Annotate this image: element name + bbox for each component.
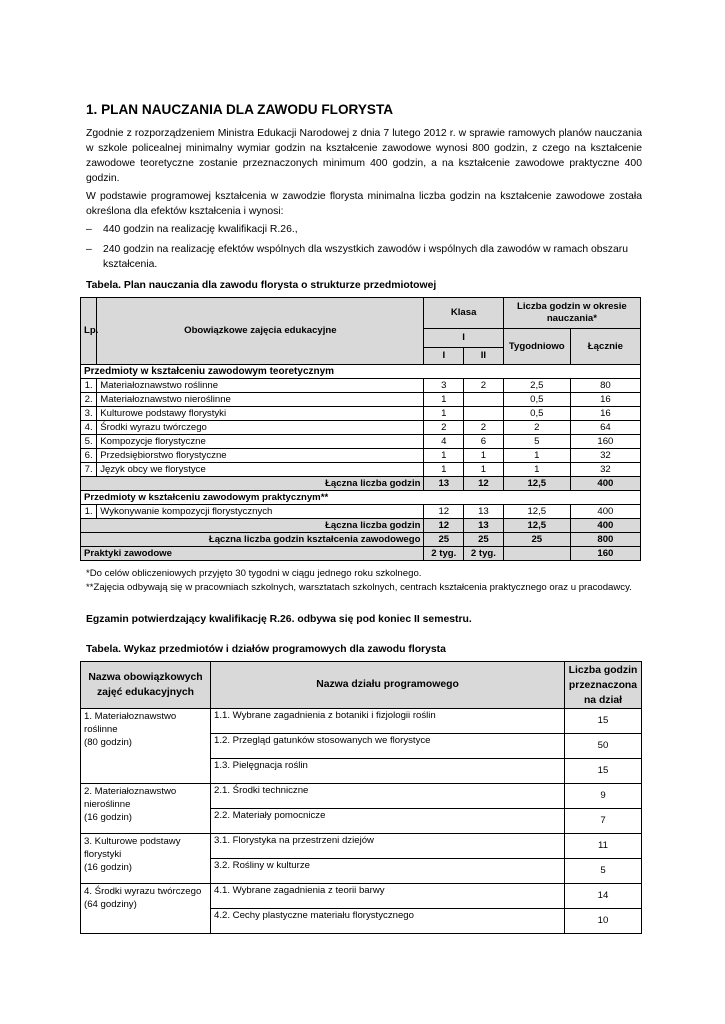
- subject-name: Wykonywanie kompozycji florystycznych: [97, 505, 424, 519]
- row-number: 2.: [81, 393, 97, 407]
- subject-name: Kulturowe podstawy florystyki: [97, 407, 424, 421]
- section-name: 3.1. Florystyka na przestrzeni dziejów: [211, 834, 565, 859]
- weekly-hours: 1: [503, 463, 570, 477]
- header-tygodniowo: Tygodniowo: [503, 329, 570, 365]
- semester-1-hours: 1: [424, 449, 464, 463]
- header-hours: Liczba godzin przeznaczona na dział: [565, 662, 642, 709]
- semester-2-hours: 2: [464, 421, 504, 435]
- table-row: [81, 435, 641, 449]
- table-row: [81, 421, 641, 435]
- section-name: 4.1. Wybrane zagadnienia z teorii barwy: [211, 884, 565, 909]
- section-name: 1.3. Pielęgnacja roślin: [211, 759, 565, 784]
- sum-lacznie: 400: [570, 477, 640, 491]
- row-number: 1.: [81, 505, 97, 519]
- table-row: [81, 884, 642, 909]
- section-hours: 7: [565, 809, 642, 834]
- semester-1-hours: 1: [424, 393, 464, 407]
- section-row-theory: Przedmioty w kształceniu zawodowym teoretycznym: [81, 365, 641, 379]
- subject-hours: (16 godzin): [84, 862, 132, 873]
- semester-1-hours: 1: [424, 463, 464, 477]
- weekly-hours: 0,5: [503, 393, 570, 407]
- list-item: [86, 242, 642, 272]
- subject-name: Język obcy we florystyce: [97, 463, 424, 477]
- sum-s2: 12: [464, 477, 504, 491]
- weekly-hours: 12,5: [503, 505, 570, 519]
- subject-title: 3. Kulturowe podstawy florystyki: [84, 836, 181, 860]
- section-name: 2.1. Środki techniczne: [211, 784, 565, 809]
- weekly-hours: 2: [503, 421, 570, 435]
- semester-1-hours: 3: [424, 379, 464, 393]
- praktyki-s1: 2 tyg.: [424, 547, 464, 561]
- total-tyg: 25: [503, 533, 570, 547]
- total-hours: 64: [570, 421, 640, 435]
- subject-hours: (16 godzin): [84, 812, 132, 823]
- table-row: [81, 505, 641, 519]
- semester-1-hours: 12: [424, 505, 464, 519]
- sum-s1: 13: [424, 477, 464, 491]
- section-hours: 10: [565, 909, 642, 934]
- core-curriculum-paragraph: W podstawie programowej kształcenia w zawodzie florysta minimalna liczba godzin na kształcenie zawodowe została określona dla efektów kształcenia i wynosi:: [86, 191, 642, 217]
- semester-1-hours: 1: [424, 407, 464, 421]
- table-row: [81, 834, 642, 859]
- curriculum-plan-table: [80, 297, 641, 561]
- total-hours: 400: [570, 505, 640, 519]
- table-row: [81, 784, 642, 809]
- table-row: [81, 463, 641, 477]
- subject-name: Materiałoznawstwo roślinne: [97, 379, 424, 393]
- row-number: 6.: [81, 449, 97, 463]
- table1-caption: Tabela. Plan nauczania dla zawodu florysta o strukturze przedmiotowej: [86, 280, 437, 291]
- table-row: [81, 393, 641, 407]
- semester-2-hours: 1: [464, 449, 504, 463]
- subject-name: Materiałoznawstwo nieroślinne: [97, 393, 424, 407]
- praktyki-lacznie: 160: [570, 547, 640, 561]
- row-number: 3.: [81, 407, 97, 421]
- semester-2-hours: [464, 393, 504, 407]
- subject-cell: [81, 834, 211, 884]
- semester-1-hours: 4: [424, 435, 464, 449]
- section-hours: 50: [565, 734, 642, 759]
- header-lacznie: Łącznie: [570, 329, 640, 365]
- exam-note: Egzamin potwierdzający kwalifikację R.26. odbywa się pod koniec II semestru.: [86, 614, 472, 625]
- section-hours: 5: [565, 859, 642, 884]
- praktyki-tyg: [503, 547, 570, 561]
- header-klasa: Klasa: [424, 298, 503, 329]
- semester-1-hours: 2: [424, 421, 464, 435]
- list-item: [86, 222, 642, 237]
- praktyki-s2: 2 tyg.: [464, 547, 504, 561]
- sum-tyg: 12,5: [503, 477, 570, 491]
- subject-cell: [81, 884, 211, 934]
- header-semester-group: I: [424, 329, 503, 348]
- table-row: [81, 709, 642, 734]
- semester-2-hours: 2: [464, 379, 504, 393]
- weekly-hours: 1: [503, 449, 570, 463]
- row-number: 5.: [81, 435, 97, 449]
- section-hours: 15: [565, 709, 642, 734]
- section-name: 4.2. Cechy plastyczne materiału florystycznego: [211, 909, 565, 934]
- section-row-practice: Przedmioty w kształceniu zawodowym praktycznym**: [81, 491, 641, 505]
- header-semester-2: II: [464, 348, 504, 365]
- total-hours: 32: [570, 463, 640, 477]
- dash-bullet: –: [86, 224, 92, 235]
- header-semester-1: I: [424, 348, 464, 365]
- weekly-hours: 0,5: [503, 407, 570, 421]
- semester-2-hours: 13: [464, 505, 504, 519]
- total-hours: 16: [570, 393, 640, 407]
- subject-name: Kompozycje florystyczne: [97, 435, 424, 449]
- section-hours: 15: [565, 759, 642, 784]
- section-hours: 11: [565, 834, 642, 859]
- subject-title: 1. Materiałoznawstwo roślinne: [84, 711, 177, 735]
- table2-caption: Tabela. Wykaz przedmiotów i działów programowych dla zawodu florysta: [86, 644, 446, 655]
- semester-2-hours: 6: [464, 435, 504, 449]
- subject-cell: [81, 784, 211, 834]
- total-hours: 16: [570, 407, 640, 421]
- section-hours: 9: [565, 784, 642, 809]
- sum-row-label: Łączna liczba godzin: [81, 477, 424, 491]
- subject-cell: [81, 709, 211, 784]
- table-row: [81, 407, 641, 421]
- weekly-hours: 2,5: [503, 379, 570, 393]
- total-hours: 160: [570, 435, 640, 449]
- row-number: 7.: [81, 463, 97, 477]
- total-lacznie: 800: [570, 533, 640, 547]
- intro-paragraph: Zgodnie z rozporządzeniem Ministra Edukacji Narodowej z dnia 7 lutego 2012 r. w sprawie ramowych planów nauczania w szkole policealnej minimalny wymiar godzin na kształcenie zawodowe wynosi 800 godzin, z czego na kształcenie zawodowe teoretyczne zostanie przeznaczonych minimum 400 godzin, a na kształcenie zawodowe praktyczne 400 godzin.: [86, 128, 642, 184]
- section-name: 1.2. Przegląd gatunków stosowanych we florystyce: [211, 734, 565, 759]
- list-item-text: 240 godzin na realizację efektów wspólnych dla wszystkich zawodów i wspólnych dla zawodów w ramach obszaru kształcenia.: [103, 244, 628, 270]
- section-name: 1.1. Wybrane zagadnienia z botaniki i fizjologii roślin: [211, 709, 565, 734]
- table-row: [81, 379, 641, 393]
- subject-title: 4. Środki wyrazu twórczego: [84, 886, 202, 897]
- total-hours: 32: [570, 449, 640, 463]
- subject-hours: (64 godziny): [84, 899, 137, 910]
- subject-hours: (80 godzin): [84, 737, 132, 748]
- sum-row-label: Łączna liczba godzin: [81, 519, 424, 533]
- sum-s2: 13: [464, 519, 504, 533]
- list-item-text: 440 godzin na realizację kwalifikacji R.26.,: [103, 224, 298, 235]
- weekly-hours: 5: [503, 435, 570, 449]
- header-lp: Lp.: [81, 298, 97, 365]
- section-name: 2.2. Materiały pomocnicze: [211, 809, 565, 834]
- section-hours: 14: [565, 884, 642, 909]
- total-hours: 80: [570, 379, 640, 393]
- header-subject-name: Nazwa obowiązkowych zajęć edukacyjnych: [81, 662, 211, 709]
- row-number: 4.: [81, 421, 97, 435]
- semester-2-hours: [464, 407, 504, 421]
- header-liczba-godzin: Liczba godzin w okresie nauczania*: [503, 298, 640, 329]
- dash-bullet: –: [86, 244, 92, 255]
- row-number: 1.: [81, 379, 97, 393]
- header-section-name: Nazwa działu programowego: [211, 662, 565, 709]
- footnote-1: *Do celów obliczeniowych przyjęto 30 tygodni w ciągu jednego roku szkolnego.: [86, 568, 422, 579]
- sum-tyg: 12,5: [503, 519, 570, 533]
- table-row: [81, 449, 641, 463]
- sum-s1: 12: [424, 519, 464, 533]
- section-heading: 1. PLAN NAUCZANIA DLA ZAWODU FLORYSTA: [86, 102, 394, 117]
- total-row-label: Łączna liczba godzin kształcenia zawodowego: [81, 533, 424, 547]
- subject-name: Środki wyrazu twórczego: [97, 421, 424, 435]
- subject-title: 2. Materiałoznawstwo nieroślinne: [84, 786, 177, 810]
- header-subjects: Obowiązkowe zajęcia edukacyjne: [97, 298, 424, 365]
- footnote-2: **Zajęcia odbywają się w pracowniach szkolnych, warsztatach szkolnych, centrach kształcenia praktycznego oraz u pracodawcy.: [86, 582, 632, 593]
- section-name: 3.2. Rośliny w kulturze: [211, 859, 565, 884]
- program-sections-table: [80, 661, 642, 934]
- sum-lacznie: 400: [570, 519, 640, 533]
- semester-2-hours: 1: [464, 463, 504, 477]
- total-s2: 25: [464, 533, 504, 547]
- total-s1: 25: [424, 533, 464, 547]
- praktyki-label: Praktyki zawodowe: [81, 547, 424, 561]
- subject-name: Przedsiębiorstwo florystyczne: [97, 449, 424, 463]
